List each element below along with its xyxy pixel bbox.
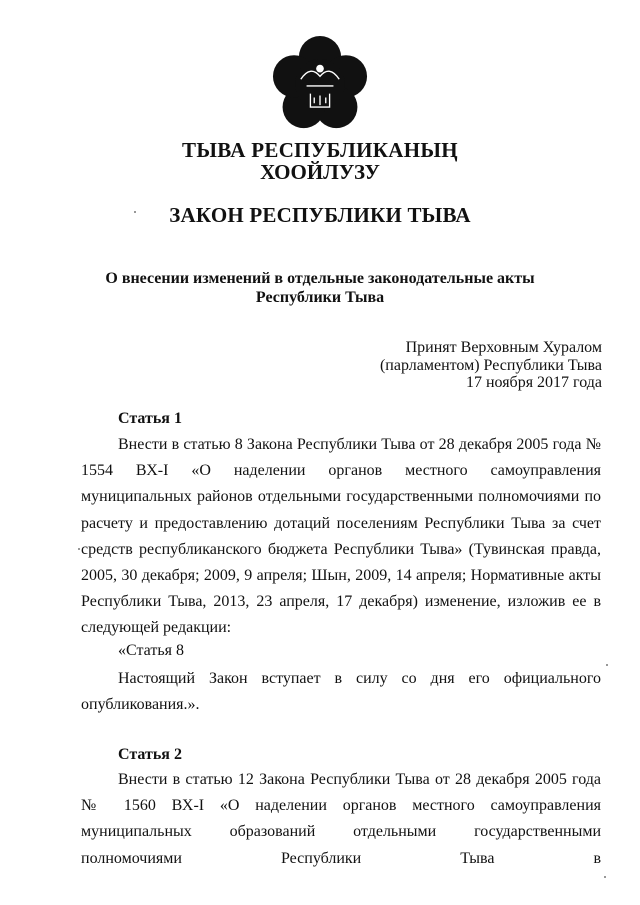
quoted-article-text bbox=[81, 666, 601, 718]
article-1-heading: Статья 1 bbox=[118, 410, 182, 427]
quoted-article-heading: «Статья 8 bbox=[118, 642, 184, 659]
scan-speck bbox=[78, 548, 80, 550]
scan-speck bbox=[134, 211, 136, 213]
header-line-1: ТЫВА РЕСПУБЛИКАНЫҢ bbox=[182, 138, 458, 162]
quoted-text-line-1: Настоящий Закон вступает в силу со дня его официального bbox=[118, 670, 601, 687]
article-1-paragraph: Внести в статью 8 Закона Республики Тыва от 28 декабря 2005 года № 1554 ВХ-I «О наделении органов местного самоуправления муниципальных районов отдельными государственными полномочиями по расчету и предоставлению дотаций поселениям Республики Тыва за счет средств республиканского бюджета Республики Тыва» (Тувинская правда, 2005, 30 декабря; 2009, 9 апреля; Шын, 2009, 14 апреля; Нормативные акты Республики Тыва, 2013, 23 апреля, 17 декабря) изменение, изложив ее в следующей редакции: bbox=[81, 436, 601, 637]
article-2-heading: Статья 2 bbox=[118, 746, 182, 763]
adoption-line-1: Принят Верховным Хуралом bbox=[405, 339, 602, 356]
quoted-text-line-2: опубликования.». bbox=[81, 696, 200, 714]
law-heading: ЗАКОН РЕСПУБЛИКИ ТЫВА bbox=[169, 203, 471, 227]
adoption-line-2: (парламентом) Республики Тыва bbox=[379, 356, 602, 374]
scan-speck bbox=[604, 876, 606, 878]
law-title-line-1: О внесении изменений в отдельные законодательные акты bbox=[105, 270, 535, 287]
adoption-date: 17 ноября 2017 года bbox=[465, 374, 602, 391]
law-title-line-2: Республики Тыва bbox=[255, 289, 385, 306]
article-2-paragraph: Внести в статью 12 Закона Республики Тыва от 28 декабря 2005 года № 1560 ВХ-I «О наделении органов местного самоуправления муниципальных образований отдельными государственными полномочиями Республики Тыва в bbox=[81, 771, 601, 867]
adoption-block bbox=[380, 339, 602, 392]
scan-speck bbox=[606, 664, 608, 666]
coat-of-arms-emblem bbox=[272, 36, 368, 132]
header-line-2: ХООЙЛУЗУ bbox=[260, 160, 380, 184]
